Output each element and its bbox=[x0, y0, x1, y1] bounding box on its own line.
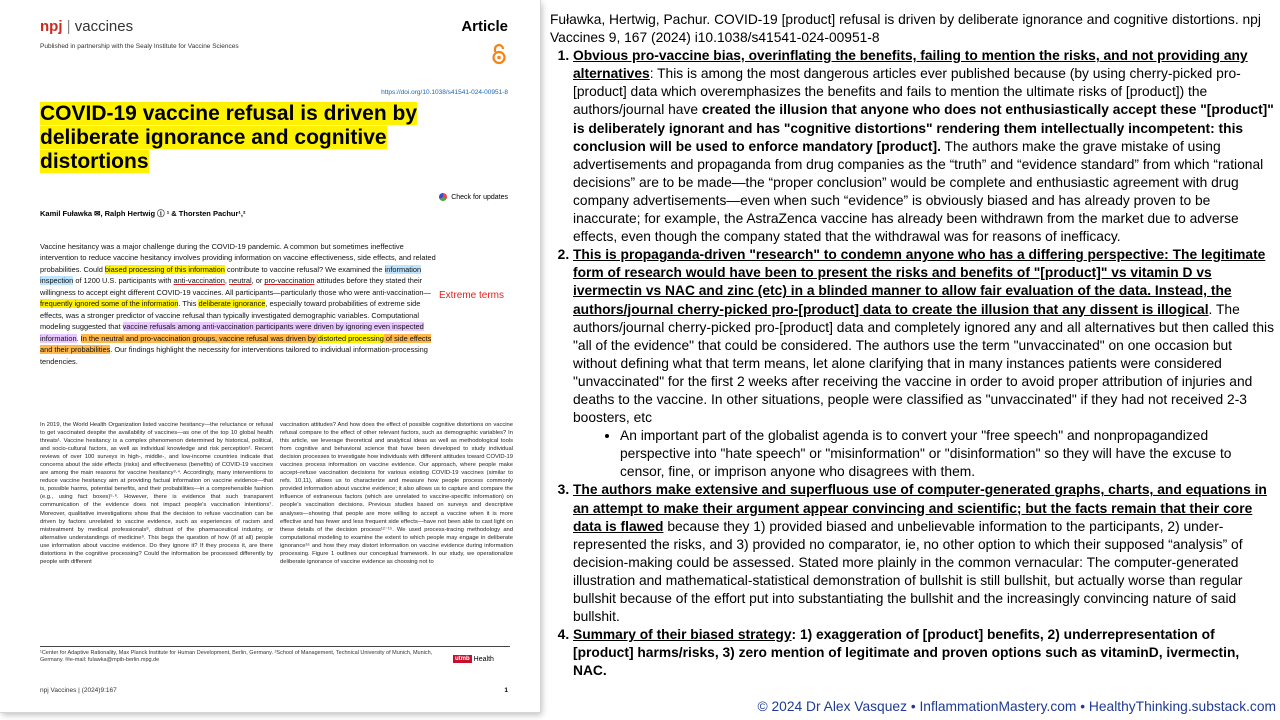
utmb-name: Health bbox=[473, 655, 494, 663]
page-footer: npj Vaccines | (2024)9:167 bbox=[40, 687, 117, 694]
abstract-text: , bbox=[224, 276, 229, 286]
critique-point-4 bbox=[573, 626, 1275, 680]
abstract-underline: neutral bbox=[229, 276, 252, 286]
point-4-text: : 1) exaggeration of [product] benefits, 2) underrepresentation of [product] harms/risks, 3) zero mention of legitimate and proven options such as vitaminD, ivermectin, NAC. bbox=[573, 627, 1240, 679]
point-1-lead: Obvious pro-vaccine bias, overinflating the benefits, failing to mention the risks, and not providing any alternatives bbox=[573, 48, 1248, 82]
abstract-text: attitudes before they stated their willingness to accept eight different COVID-19 vaccines. All participants—particularly those who were anti-vaccination— bbox=[40, 276, 431, 297]
abstract-text: . bbox=[76, 333, 81, 343]
critique-point-3 bbox=[573, 481, 1275, 626]
point-1-bold: created the illusion that anyone who does not enthusiastically accept these "[product]" is deliberately ignorant and has "cognitive distortions" rendering them intellectually incompetent: this conclusion will be used to enforce mandatory [product]. bbox=[573, 102, 1274, 154]
commentary-panel bbox=[550, 11, 1275, 680]
partnership-note: Published in partnership with the Sealy Institute for Vaccine Sciences bbox=[40, 43, 239, 50]
page-number: 1 bbox=[504, 687, 508, 694]
article-title bbox=[40, 102, 480, 174]
abstract-text: . Our findings highlight the necessity for interventions tailored to individual information-processing tendencies. bbox=[40, 345, 428, 366]
journal-separator: | bbox=[66, 18, 71, 35]
article-authors: Kamil Fuławka ✉, Ralph Hertwig ⓘ ¹ & Thorsten Pachur¹,² bbox=[40, 209, 246, 218]
article-body-left-column: In 2019, the World Health Organization listed vaccine hesitancy—the reluctance or refusal to get vaccinated despite the availability of vaccines—as one of the top 10 global health threats¹. Vaccine hesitancy is a complex phenomenon determined by historical, political, and socio-cultural factors, as well as individual knowledge and risk perception². Recent reviews of over 100 surveys in high-, middle-, and low-income countries indicate that concerns about the side effects (risks) and effectiveness (benefits) of COVID-19 vaccines are among the main reasons for vaccine hesitancy³·⁴. Accordingly, many interventions to reduce vaccine hesitancy aim at providing factual information on vaccine evidence—that is, possible harms, potential benefits, and their probabilities—in a comprehensible fashion (e.g., using fact boxes)⁵·⁶. However, there is evidence that such transparent communication of the evidence does not impact people's vaccination intentions⁷. Moreover, qualitative investigations show that the decision to refuse vaccination can be driven by factors unrelated to vaccine evidence, such as experiences of racism and mistreatment by medical professionals⁸, distrust of the pharmaceutical industry, or alternative understandings of medicine⁹. This begs the question of how (if at all) people use information about vaccine evidence. Do they ignore it? If they process it, are there distortions in the cognitive processing? Could the information be processed differently by people with different bbox=[40, 422, 273, 565]
critique-point-1 bbox=[573, 47, 1275, 246]
abstract-text: , or bbox=[251, 276, 265, 286]
journal-name: vaccines bbox=[74, 18, 134, 35]
footnote-divider bbox=[40, 646, 510, 647]
abstract-highlight: frequently ignored some of the information bbox=[40, 299, 179, 309]
check-updates-icon bbox=[439, 193, 447, 201]
abstract-highlight: vaccine refusals among anti-vaccination participants were driven by ignoring even inspected information bbox=[40, 322, 424, 343]
copyright-footer: © 2024 Dr Alex Vasquez • InflammationMastery.com • HealthyThinking.substack.com bbox=[757, 699, 1276, 714]
abstract-highlight: distorted processing bbox=[317, 333, 384, 343]
utmb-health-logo bbox=[453, 655, 494, 663]
journal-npj: npj bbox=[40, 18, 63, 35]
point-3-text: because they 1) provided biased and unbelievable information to the participants, 2) under-represented the risks, and 3) provided no comparator, ie, no other option to which their supposed “analysis” of decision-making could be assessed. Stated more plainly in the common vernacular: The computer-generated illustration and mathematical-statistical demonstration of bullshit is still bullshit, but actually worse than regular bullshit because of the effort put into substantiating the bullshit and the increasingly convincing nature of said bullshit. bbox=[573, 518, 1243, 625]
journal-logo bbox=[40, 18, 133, 35]
article-page-image bbox=[0, 0, 540, 712]
point-1-text: : This is among the most dangerous articles ever published because (by using cherry-picked pro-[product] data which overemphasizes the benefits and fails to mention the ultimate risks of [product]) the authors/journal have bbox=[573, 66, 1241, 118]
abstract-highlight: In the neutral and pro-vaccination groups, vaccine refusal was driven by bbox=[80, 333, 318, 343]
point-2-lead: This is propaganda-driven "research" to condemn anyone who has a differing perspective: The legitimate form of research would have been to present the risks and benefits of "[product]" vs vitamin D vs ivermectin vs NAC and zinc (etc) in a blinded manner to allow fair evaluation of the data. Instead, the authors/journal cherry-picked pro-[product] data to create the illusion that any dissent is illogical bbox=[573, 247, 1266, 317]
utmb-box: utmb bbox=[455, 656, 470, 662]
abstract-text: . This bbox=[178, 299, 199, 309]
point-2-text: . The authors/journal cherry-picked pro-[product] data and completely ignored any and all alternatives but then called this "all of the evidence" that could be considered. The authors use the term "unvaccinated" on one occasion but without defining what that term means, let alone clarifying that in many instances patients were considered "unvaccinated" for the first 2 weeks after receiving the vaccine in order to avoid proper attribution of injuries and deaths to the vaccine. In other situations, people were classified as "unvaccinated" if they had not received 2-3 boosters, etc bbox=[573, 301, 1274, 426]
point-3-lead: The authors make extensive and superfluous use of computer-generated graphs, charts, and equations in an attempt to make their argument appear convincing and scientific; but the facts remain that their core data is flawed bbox=[573, 482, 1267, 534]
abstract-highlight: biased processing of this information bbox=[104, 264, 225, 274]
abstract-text: Vaccine hesitancy was a major challenge during the COVID-19 pandemic. A common but sometimes ineffective intervention to reduce vaccine hesitancy involves providing information on vaccine effectiveness, side effects, and related probabilities. Could bbox=[40, 242, 436, 274]
article-citation: Fuławka, Hertwig, Pachur. COVID-19 [product] refusal is driven by deliberate ignorance and cognitive distortions. npj Vaccines 9, 167 (2024) i10.1038/s41541-024-00951-8 bbox=[550, 12, 1261, 46]
point-4-lead: Summary of their biased strategy bbox=[573, 627, 792, 643]
extreme-terms-annotation: Extreme terms bbox=[439, 290, 505, 301]
point-2-sublist bbox=[573, 427, 1275, 481]
critique-point-2 bbox=[573, 246, 1275, 481]
check-for-updates[interactable] bbox=[439, 193, 508, 201]
article-body-right-column: vaccination attitudes? And how does the effect of possible cognitive distortions on vaccine refusal compare to the effect of other relevant factors, such as demographic variables? In this article, we leverage theoretical and analytical ideas as well as methodological tools from cognitive and behavioral science that have been developed to study individual decision processes to investigate how individuals with different attitudes toward COVID-19 vaccines process information on vaccine evidence. Our approach, where people make accept–refuse vaccination decisions for various existing COVID-19 vaccines (similar to refs. 10,11), allows us to characterize and measure how people process commonly provided information about vaccine evidence; it also allows us to capture and compare the influence of extraneous factors (which are unrelated to vaccine-specific information) on people's vaccination decisions. Previous studies based on surveys and descriptive analyses—showing that people are more willing to accept a vaccine when it is more effective and has fewer and less frequent side effects—have not been able to cast light on these details of the decision process¹²⁻¹⁵. We used process-tracing methodology and computational modeling to examine the extent to which people may engage in deliberate ignorance¹⁶ and how they may distort information on vaccine evidence during information processing. Figure 1 outlines our conceptual framework. In our study, we operationalize deliberate ignorance of vaccine evidence as choosing not to bbox=[280, 422, 513, 565]
critique-list bbox=[550, 47, 1275, 680]
title-line-2: deliberate ignorance and cognitive bbox=[40, 126, 387, 149]
abstract-highlight: information inspection bbox=[40, 264, 422, 286]
title-line-1: COVID-19 vaccine refusal is driven by bbox=[40, 102, 417, 125]
affiliations-footnote: ¹Center for Adaptive Rationality, Max Planck Institute for Human Development, Berlin, Germany. ²School of Management, Technical University of Munich, Munich, Germany. ✉e-mail: fulawka@mpib-berlin.mpg.de bbox=[40, 650, 433, 663]
abstract-highlight: of side effects and their bbox=[40, 333, 432, 355]
point-1-text-b: The authors make the grave mistake of using advertisements and propaganda from drug companies as the “truth” and “evidence standard” from which “rational decisions” are to be made—the “proper conclusion” would be complete and enthusiastic agreement with drug company advertisements—even when such “evidence” is obviously biased and has already proven to be inaccurate; for example, the AstraZenca vaccine has already been withdrawn from the market due to adverse effects, even though the company stated that the withdrawal was for reasons of inefficacy. bbox=[573, 138, 1264, 245]
check-updates-label: Check for updates bbox=[451, 193, 508, 201]
abstract-text: , especially toward probabilities of extreme side effects, was a stronger predictor of vaccine refusal than typically investigated demographic variables. Computational modeling suggested that bbox=[40, 299, 421, 332]
abstract-highlight: deliberate ignorance bbox=[198, 299, 266, 309]
doi-link[interactable]: https://doi.org/10.1038/s41541-024-00951-8 bbox=[381, 89, 508, 96]
abstract-underline: pro-vaccination bbox=[264, 276, 315, 286]
title-line-3: distortions bbox=[40, 150, 149, 173]
point-2-bullet: • An important part of the globalist agenda is to convert your "free speech" and nonpropagandized perspective into "hate speech" or "misinformation" or "disinformation" so they will have the excuse to censor, fine, or imprison anyone who disagrees with them. bbox=[620, 427, 1275, 481]
abstract-text: of 1200 U.S. participants with bbox=[73, 276, 174, 286]
article-type-label: Article bbox=[461, 18, 508, 35]
abstract-highlight: probabilities bbox=[70, 345, 111, 355]
abstract-underline: anti-vaccination bbox=[173, 276, 225, 286]
abstract-text: contribute to vaccine refusal? We examined the bbox=[224, 264, 385, 274]
open-access-icon bbox=[490, 43, 508, 65]
article-abstract bbox=[40, 241, 438, 367]
